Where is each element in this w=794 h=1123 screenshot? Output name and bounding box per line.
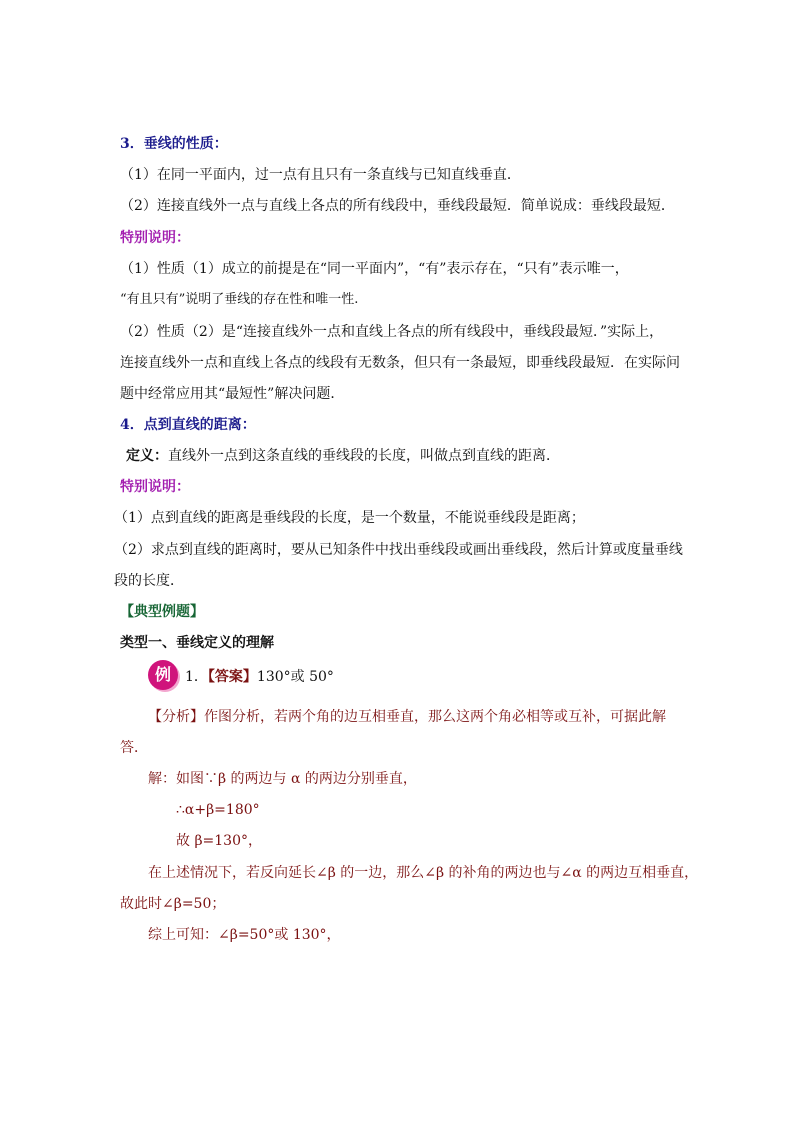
analysis-line-2: 答．	[120, 740, 148, 756]
distance-note-1: （1）点到直线的距离是垂线段的长度，是一个数量，不能说垂线段是距离；	[114, 510, 585, 526]
definition	[126, 446, 560, 466]
typical-examples-header: 【典型例题】	[120, 604, 204, 620]
answer-value: 130°或 50°	[256, 669, 334, 685]
note-1-line-1: （1）性质（1）成立的前提是在“同一平面内”，“有”表示存在，“只有”表示唯一，	[120, 261, 629, 277]
solution-line-5: 故此时∠β=50；	[120, 896, 226, 912]
example-number: 1．	[185, 669, 208, 685]
solution-line-3: 故 β=130°，	[176, 833, 262, 849]
distance-note-2-line-1: （2）求点到直线的距离时，要从已知条件中找出垂线段或画出垂线段，然后计算或度量垂线	[114, 542, 683, 558]
property-2: （2）连接直线外一点与直线上各点的所有线段中，垂线段最短．简单说成：垂线段最短．	[120, 198, 675, 214]
special-note-title-2: 特别说明：	[120, 479, 190, 495]
analysis-label: 【分析】	[148, 709, 204, 725]
section-4-title: 4．点到直线的距离：	[120, 417, 256, 433]
type-1-title: 类型一、垂线定义的理解	[120, 635, 274, 651]
solution-line-1: 解：如图∵β 的两边与 α 的两边分别垂直，	[148, 771, 417, 787]
property-1: （1）在同一平面内，过一点有且只有一条直线与已知直线垂直．	[120, 167, 521, 183]
note-2-line-2: 连接直线外一点和直线上各点的线段有无数条，但只有一条最短，即垂线段最短．在实际问	[120, 355, 680, 371]
note-2-line-1: （2）性质（2）是“连接直线外一点和直线上各点的所有线段中，垂线段最短．”实际上，	[120, 324, 664, 340]
example-1-answer	[185, 667, 334, 687]
analysis-text: 作图分析，若两个角的边互相垂直，那么这两个角必相等或互补，可据此解	[204, 709, 666, 725]
solution-line-4: 在上述情况下，若反向延长∠β 的一边，那么∠β 的补角的两边也与∠α 的两边互相垂直，	[148, 865, 699, 881]
answer-label: 【答案】	[207, 669, 257, 685]
definition-label: 定义：	[126, 448, 168, 464]
solution-line-2: ∴α+β=180°	[176, 802, 260, 818]
definition-text: 直线外一点到这条直线的垂线段的长度，叫做点到直线的距离．	[168, 448, 560, 464]
solution-line-6: 综上可知：∠β=50°或 130°，	[148, 927, 341, 943]
example-icon: 例	[148, 660, 178, 690]
analysis-line-1	[148, 707, 666, 727]
distance-note-2-line-2: 段的长度．	[114, 573, 184, 589]
note-2-line-3: 题中经常应用其“最短性”解决问题．	[120, 386, 345, 402]
special-note-title-1: 特别说明：	[120, 230, 190, 246]
note-1-line-2: “有且只有”说明了垂线的存在性和唯一性.	[120, 292, 359, 307]
section-3-title: 3．垂线的性质：	[120, 136, 228, 152]
